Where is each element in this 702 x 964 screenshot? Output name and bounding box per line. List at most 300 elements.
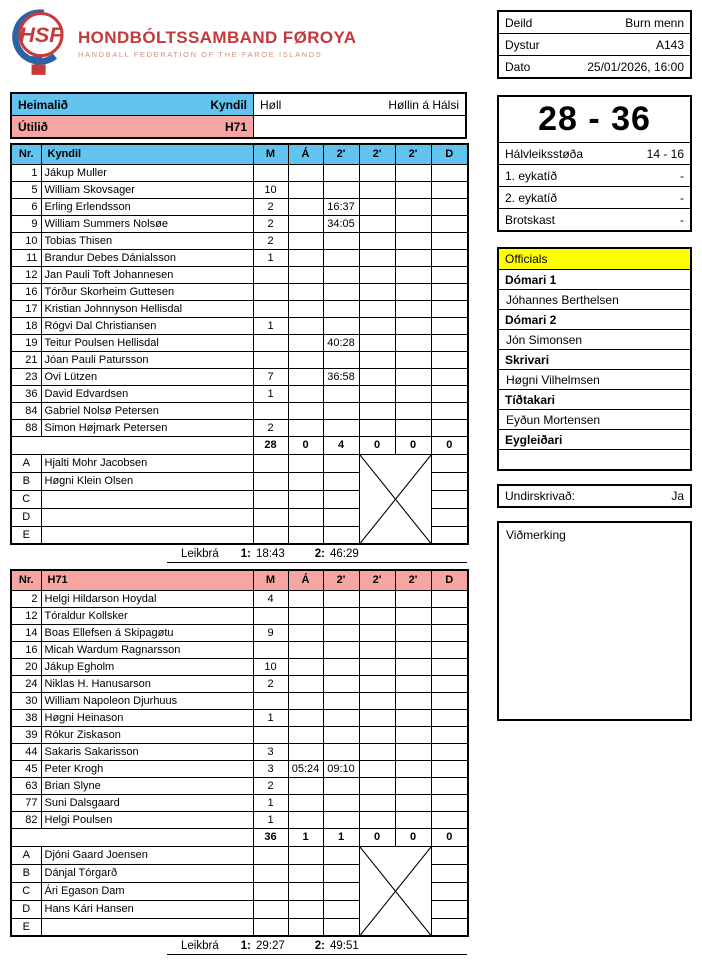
away-leikbra [10, 939, 467, 955]
hall-cell [254, 94, 465, 115]
crossed-out-cell [359, 454, 431, 544]
player-number: 82 [11, 811, 41, 828]
player-row [11, 300, 468, 317]
player-warning [288, 641, 323, 658]
player-row [11, 266, 468, 283]
player-suspension-1 [323, 675, 359, 692]
col-header-dq: D [431, 570, 468, 590]
staff-goals-cell [253, 918, 288, 936]
away-roster-table [10, 569, 469, 937]
secretary-name: Høgni Vilhelmsen [499, 370, 690, 390]
player-number: 38 [11, 709, 41, 726]
player-disqualification [431, 164, 468, 181]
staff-dq-cell [431, 454, 468, 472]
halftime-row [499, 143, 690, 165]
player-suspension-3 [395, 164, 431, 181]
match-info-row [499, 34, 690, 56]
player-suspension-1 [323, 232, 359, 249]
hsf-logo-icon [10, 9, 70, 77]
leikbra-half2-label: 2: [314, 940, 325, 952]
svg-text:HSF: HSF [19, 22, 63, 48]
player-suspension-1 [323, 811, 359, 828]
player-suspension-1: 36:58 [323, 368, 359, 385]
player-name: Høgni Heinason [41, 709, 253, 726]
observer-role: Eygleiðari [499, 430, 690, 450]
staff-name [41, 490, 253, 508]
player-suspension-1 [323, 743, 359, 760]
staff-name: Ári Egason Dam [41, 882, 253, 900]
player-suspension-2 [359, 590, 395, 607]
player-row [11, 402, 468, 419]
col-header-susp1: 2' [323, 570, 359, 590]
player-suspension-2 [359, 300, 395, 317]
player-goals [253, 283, 288, 300]
player-warning [288, 624, 323, 641]
player-disqualification [431, 419, 468, 436]
player-suspension-1 [323, 641, 359, 658]
player-warning [288, 743, 323, 760]
signature-value: Ja [671, 489, 684, 503]
player-suspension-2 [359, 743, 395, 760]
player-number: 9 [11, 215, 41, 232]
player-number: 11 [11, 249, 41, 266]
player-name: Kristian Johnnyson Hellisdal [41, 300, 253, 317]
player-warning [288, 266, 323, 283]
player-goals: 2 [253, 215, 288, 232]
player-number: 17 [11, 300, 41, 317]
staff-letter: A [11, 454, 41, 472]
overtime2-value: - [680, 190, 684, 205]
player-suspension-2 [359, 777, 395, 794]
staff-suspension-cell [323, 900, 359, 918]
player-suspension-1: 34:05 [323, 215, 359, 232]
observer-name [499, 450, 690, 469]
player-row [11, 215, 468, 232]
col-header-susp2: 2' [359, 144, 395, 164]
totals-value: 0 [395, 828, 431, 846]
player-suspension-2 [359, 675, 395, 692]
totals-value: 0 [359, 828, 395, 846]
player-warning [288, 794, 323, 811]
player-warning [288, 249, 323, 266]
player-warning [288, 692, 323, 709]
player-suspension-1 [323, 266, 359, 283]
player-suspension-1 [323, 658, 359, 675]
player-suspension-3 [395, 300, 431, 317]
player-suspension-3 [395, 181, 431, 198]
player-disqualification [431, 198, 468, 215]
staff-warning-cell [288, 900, 323, 918]
player-suspension-2 [359, 215, 395, 232]
staff-suspension-cell [323, 490, 359, 508]
staff-goals-cell [253, 526, 288, 544]
player-suspension-1: 16:37 [323, 198, 359, 215]
player-goals: 2 [253, 419, 288, 436]
staff-goals-cell [253, 882, 288, 900]
player-disqualification [431, 743, 468, 760]
player-suspension-2 [359, 232, 395, 249]
date-value: 25/01/2026, 16:00 [587, 59, 684, 74]
player-number: 77 [11, 794, 41, 811]
player-suspension-3 [395, 709, 431, 726]
player-goals: 3 [253, 743, 288, 760]
home-leikbra [10, 547, 467, 563]
player-row [11, 641, 468, 658]
penalty-value: - [680, 212, 684, 227]
player-disqualification [431, 402, 468, 419]
staff-letter: C [11, 490, 41, 508]
staff-goals-cell [253, 490, 288, 508]
player-row [11, 658, 468, 675]
player-row [11, 232, 468, 249]
player-warning [288, 709, 323, 726]
player-warning [288, 283, 323, 300]
player-disqualification [431, 181, 468, 198]
player-name: Gabriel Nolsø Petersen [41, 402, 253, 419]
staff-dq-cell [431, 846, 468, 864]
player-row [11, 334, 468, 351]
player-goals [253, 334, 288, 351]
player-name: Boas Ellefsen á Skipagøtu [41, 624, 253, 641]
staff-warning-cell [288, 882, 323, 900]
player-number: 1 [11, 164, 41, 181]
staff-letter: D [11, 508, 41, 526]
staff-name [41, 508, 253, 526]
player-name: Brandur Debes Dánialsson [41, 249, 253, 266]
player-row [11, 249, 468, 266]
player-disqualification [431, 658, 468, 675]
player-name: Suni Dalsgaard [41, 794, 253, 811]
player-goals [253, 164, 288, 181]
remarks-label: Viðmerking [506, 528, 566, 542]
referee2-role: Dómari 2 [499, 310, 690, 330]
totals-value: 0 [431, 436, 468, 454]
player-number: 12 [11, 607, 41, 624]
player-disqualification [431, 232, 468, 249]
player-suspension-2 [359, 692, 395, 709]
player-suspension-1 [323, 419, 359, 436]
player-row [11, 283, 468, 300]
player-warning [288, 777, 323, 794]
player-number: 44 [11, 743, 41, 760]
overtime1-row [499, 165, 690, 187]
player-goals: 2 [253, 198, 288, 215]
player-suspension-3 [395, 675, 431, 692]
player-disqualification [431, 760, 468, 777]
leikbra-label: Leikbrá [181, 940, 219, 952]
staff-warning-cell [288, 846, 323, 864]
player-number: 5 [11, 181, 41, 198]
division-label: Deild [505, 15, 533, 30]
staff-warning-cell [288, 508, 323, 526]
player-suspension-3 [395, 215, 431, 232]
staff-suspension-cell [323, 508, 359, 526]
player-number: 36 [11, 385, 41, 402]
staff-suspension-cell [323, 846, 359, 864]
match-info-row [499, 12, 690, 34]
staff-dq-cell [431, 490, 468, 508]
leikbra-half1-time: 29:27 [255, 940, 285, 952]
player-name: Jan Pauli Toft Johannesen [41, 266, 253, 283]
player-suspension-2 [359, 709, 395, 726]
player-row [11, 419, 468, 436]
player-suspension-1 [323, 794, 359, 811]
staff-row [11, 846, 468, 864]
player-disqualification [431, 607, 468, 624]
totals-row [11, 436, 468, 454]
crossed-out-cell [359, 846, 431, 936]
player-suspension-3 [395, 777, 431, 794]
player-goals [253, 402, 288, 419]
staff-dq-cell [431, 472, 468, 490]
player-suspension-1 [323, 624, 359, 641]
player-suspension-3 [395, 726, 431, 743]
player-name: Teitur Poulsen Hellisdal [41, 334, 253, 351]
player-suspension-3 [395, 385, 431, 402]
player-row [11, 317, 468, 334]
player-row [11, 368, 468, 385]
staff-warning-cell [288, 472, 323, 490]
player-warning [288, 232, 323, 249]
player-disqualification [431, 794, 468, 811]
player-goals: 10 [253, 181, 288, 198]
player-suspension-2 [359, 402, 395, 419]
staff-warning-cell [288, 918, 323, 936]
staff-letter: E [11, 526, 41, 544]
player-disqualification [431, 368, 468, 385]
player-suspension-2 [359, 181, 395, 198]
staff-dq-cell [431, 864, 468, 882]
player-suspension-3 [395, 351, 431, 368]
home-roster-body [11, 164, 468, 544]
player-goals: 7 [253, 368, 288, 385]
away-roster-header [11, 570, 468, 590]
referee2-name: Jón Simonsen [499, 330, 690, 350]
player-number: 88 [11, 419, 41, 436]
staff-letter: E [11, 918, 41, 936]
player-name: Ovi Lützen [41, 368, 253, 385]
player-warning [288, 164, 323, 181]
player-row [11, 351, 468, 368]
player-name: Sakaris Sakarisson [41, 743, 253, 760]
player-suspension-1 [323, 777, 359, 794]
player-goals: 10 [253, 658, 288, 675]
player-suspension-1: 40:28 [323, 334, 359, 351]
staff-name [41, 918, 253, 936]
home-roster-table [10, 143, 469, 545]
player-suspension-3 [395, 641, 431, 658]
staff-suspension-cell [323, 526, 359, 544]
player-suspension-2 [359, 334, 395, 351]
federation-brand [10, 8, 467, 78]
staff-letter: C [11, 882, 41, 900]
player-number: 2 [11, 590, 41, 607]
totals-value: 4 [323, 436, 359, 454]
referee1-name: Jóhannes Berthelsen [499, 290, 690, 310]
player-suspension-2 [359, 249, 395, 266]
player-suspension-1 [323, 590, 359, 607]
away-team-name: H71 [224, 119, 247, 134]
player-number: 21 [11, 351, 41, 368]
player-goals: 1 [253, 249, 288, 266]
staff-dq-cell [431, 918, 468, 936]
staff-goals-cell [253, 846, 288, 864]
leikbra-half2-time: 49:51 [329, 940, 359, 952]
staff-suspension-cell [323, 454, 359, 472]
col-header-susp3: 2' [395, 144, 431, 164]
player-suspension-2 [359, 317, 395, 334]
away-team-row [12, 116, 465, 137]
player-disqualification [431, 590, 468, 607]
player-suspension-2 [359, 658, 395, 675]
totals-value: 28 [253, 436, 288, 454]
player-warning [288, 368, 323, 385]
staff-letter: D [11, 900, 41, 918]
player-row [11, 743, 468, 760]
player-suspension-2 [359, 760, 395, 777]
staff-row [11, 454, 468, 472]
player-suspension-3 [395, 232, 431, 249]
teams-box [10, 92, 467, 139]
overtime1-value: - [680, 168, 684, 183]
col-header-warning: Á [288, 570, 323, 590]
player-goals [253, 607, 288, 624]
player-suspension-2 [359, 726, 395, 743]
signature-label: Undirskrivað: [505, 489, 576, 503]
col-header-dq: D [431, 144, 468, 164]
player-goals: 1 [253, 709, 288, 726]
col-header-nr: Nr. [11, 144, 41, 164]
player-disqualification [431, 351, 468, 368]
player-suspension-1 [323, 164, 359, 181]
federation-name-block [78, 28, 356, 59]
match-info-box [497, 10, 692, 79]
referee1-role: Dómari 1 [499, 270, 690, 290]
hall-name: Høllin á Hálsi [388, 97, 459, 112]
player-goals: 3 [253, 760, 288, 777]
staff-dq-cell [431, 526, 468, 544]
totals-row [11, 828, 468, 846]
timekeeper-role: Tíðtakari [499, 390, 690, 410]
overtime2-label: 2. eykatíð [505, 190, 558, 205]
player-row [11, 726, 468, 743]
player-suspension-1 [323, 692, 359, 709]
final-score: 28 - 36 [499, 97, 690, 143]
player-suspension-3 [395, 402, 431, 419]
remarks-box [497, 521, 692, 721]
staff-warning-cell [288, 454, 323, 472]
staff-letter: B [11, 472, 41, 490]
player-disqualification [431, 811, 468, 828]
away-roster-team-name: H71 [41, 570, 253, 590]
totals-value: 0 [288, 436, 323, 454]
staff-dq-cell [431, 900, 468, 918]
player-name: David Edvardsen [41, 385, 253, 402]
player-name: Erling Erlendsson [41, 198, 253, 215]
player-number: 19 [11, 334, 41, 351]
secretary-role: Skrivari [499, 350, 690, 370]
player-suspension-1 [323, 709, 359, 726]
player-suspension-3 [395, 334, 431, 351]
player-goals [253, 266, 288, 283]
player-name: Simon Højmark Petersen [41, 419, 253, 436]
player-name: Peter Krogh [41, 760, 253, 777]
hall-label: Høll [260, 97, 282, 112]
home-team-row [12, 94, 465, 116]
overtime2-row [499, 187, 690, 209]
player-number: 16 [11, 283, 41, 300]
player-suspension-2 [359, 283, 395, 300]
player-goals: 9 [253, 624, 288, 641]
hall-cell-empty [254, 116, 465, 137]
col-header-goals: M [253, 570, 288, 590]
player-warning [288, 419, 323, 436]
penalty-label: Brotskast [505, 212, 556, 227]
away-team-label: Útilið [18, 119, 48, 134]
player-goals [253, 351, 288, 368]
away-roster-body [11, 590, 468, 936]
player-number: 84 [11, 402, 41, 419]
division-value: Burn menn [625, 15, 684, 30]
player-disqualification [431, 385, 468, 402]
overtime1-label: 1. eykatíð [505, 168, 558, 183]
player-goals [253, 300, 288, 317]
player-suspension-1 [323, 726, 359, 743]
player-row [11, 760, 468, 777]
player-suspension-1: 09:10 [323, 760, 359, 777]
player-name: Jákup Muller [41, 164, 253, 181]
player-number: 45 [11, 760, 41, 777]
player-suspension-3 [395, 419, 431, 436]
player-suspension-2 [359, 351, 395, 368]
leikbra-label: Leikbrá [181, 548, 219, 560]
staff-suspension-cell [323, 918, 359, 936]
player-suspension-3 [395, 743, 431, 760]
player-number: 18 [11, 317, 41, 334]
col-header-warning: Á [288, 144, 323, 164]
player-number: 12 [11, 266, 41, 283]
player-warning [288, 607, 323, 624]
staff-warning-cell [288, 526, 323, 544]
player-warning [288, 811, 323, 828]
player-number: 10 [11, 232, 41, 249]
player-number: 6 [11, 198, 41, 215]
player-warning [288, 385, 323, 402]
totals-value: 36 [253, 828, 288, 846]
staff-goals-cell [253, 900, 288, 918]
player-goals [253, 726, 288, 743]
player-suspension-3 [395, 198, 431, 215]
totals-value: 1 [288, 828, 323, 846]
player-suspension-3 [395, 368, 431, 385]
player-name: Tóraldur Kollsker [41, 607, 253, 624]
player-row [11, 590, 468, 607]
player-suspension-1 [323, 249, 359, 266]
player-row [11, 777, 468, 794]
home-team-cell [12, 94, 254, 115]
player-warning [288, 198, 323, 215]
player-disqualification [431, 266, 468, 283]
staff-name: Hans Kári Hansen [41, 900, 253, 918]
player-suspension-2 [359, 368, 395, 385]
signature-box [497, 484, 692, 508]
right-column [497, 10, 692, 721]
player-warning [288, 215, 323, 232]
player-suspension-3 [395, 760, 431, 777]
totals-spacer [11, 828, 253, 846]
staff-suspension-cell [323, 864, 359, 882]
leikbra-half1-label: 1: [240, 548, 251, 560]
